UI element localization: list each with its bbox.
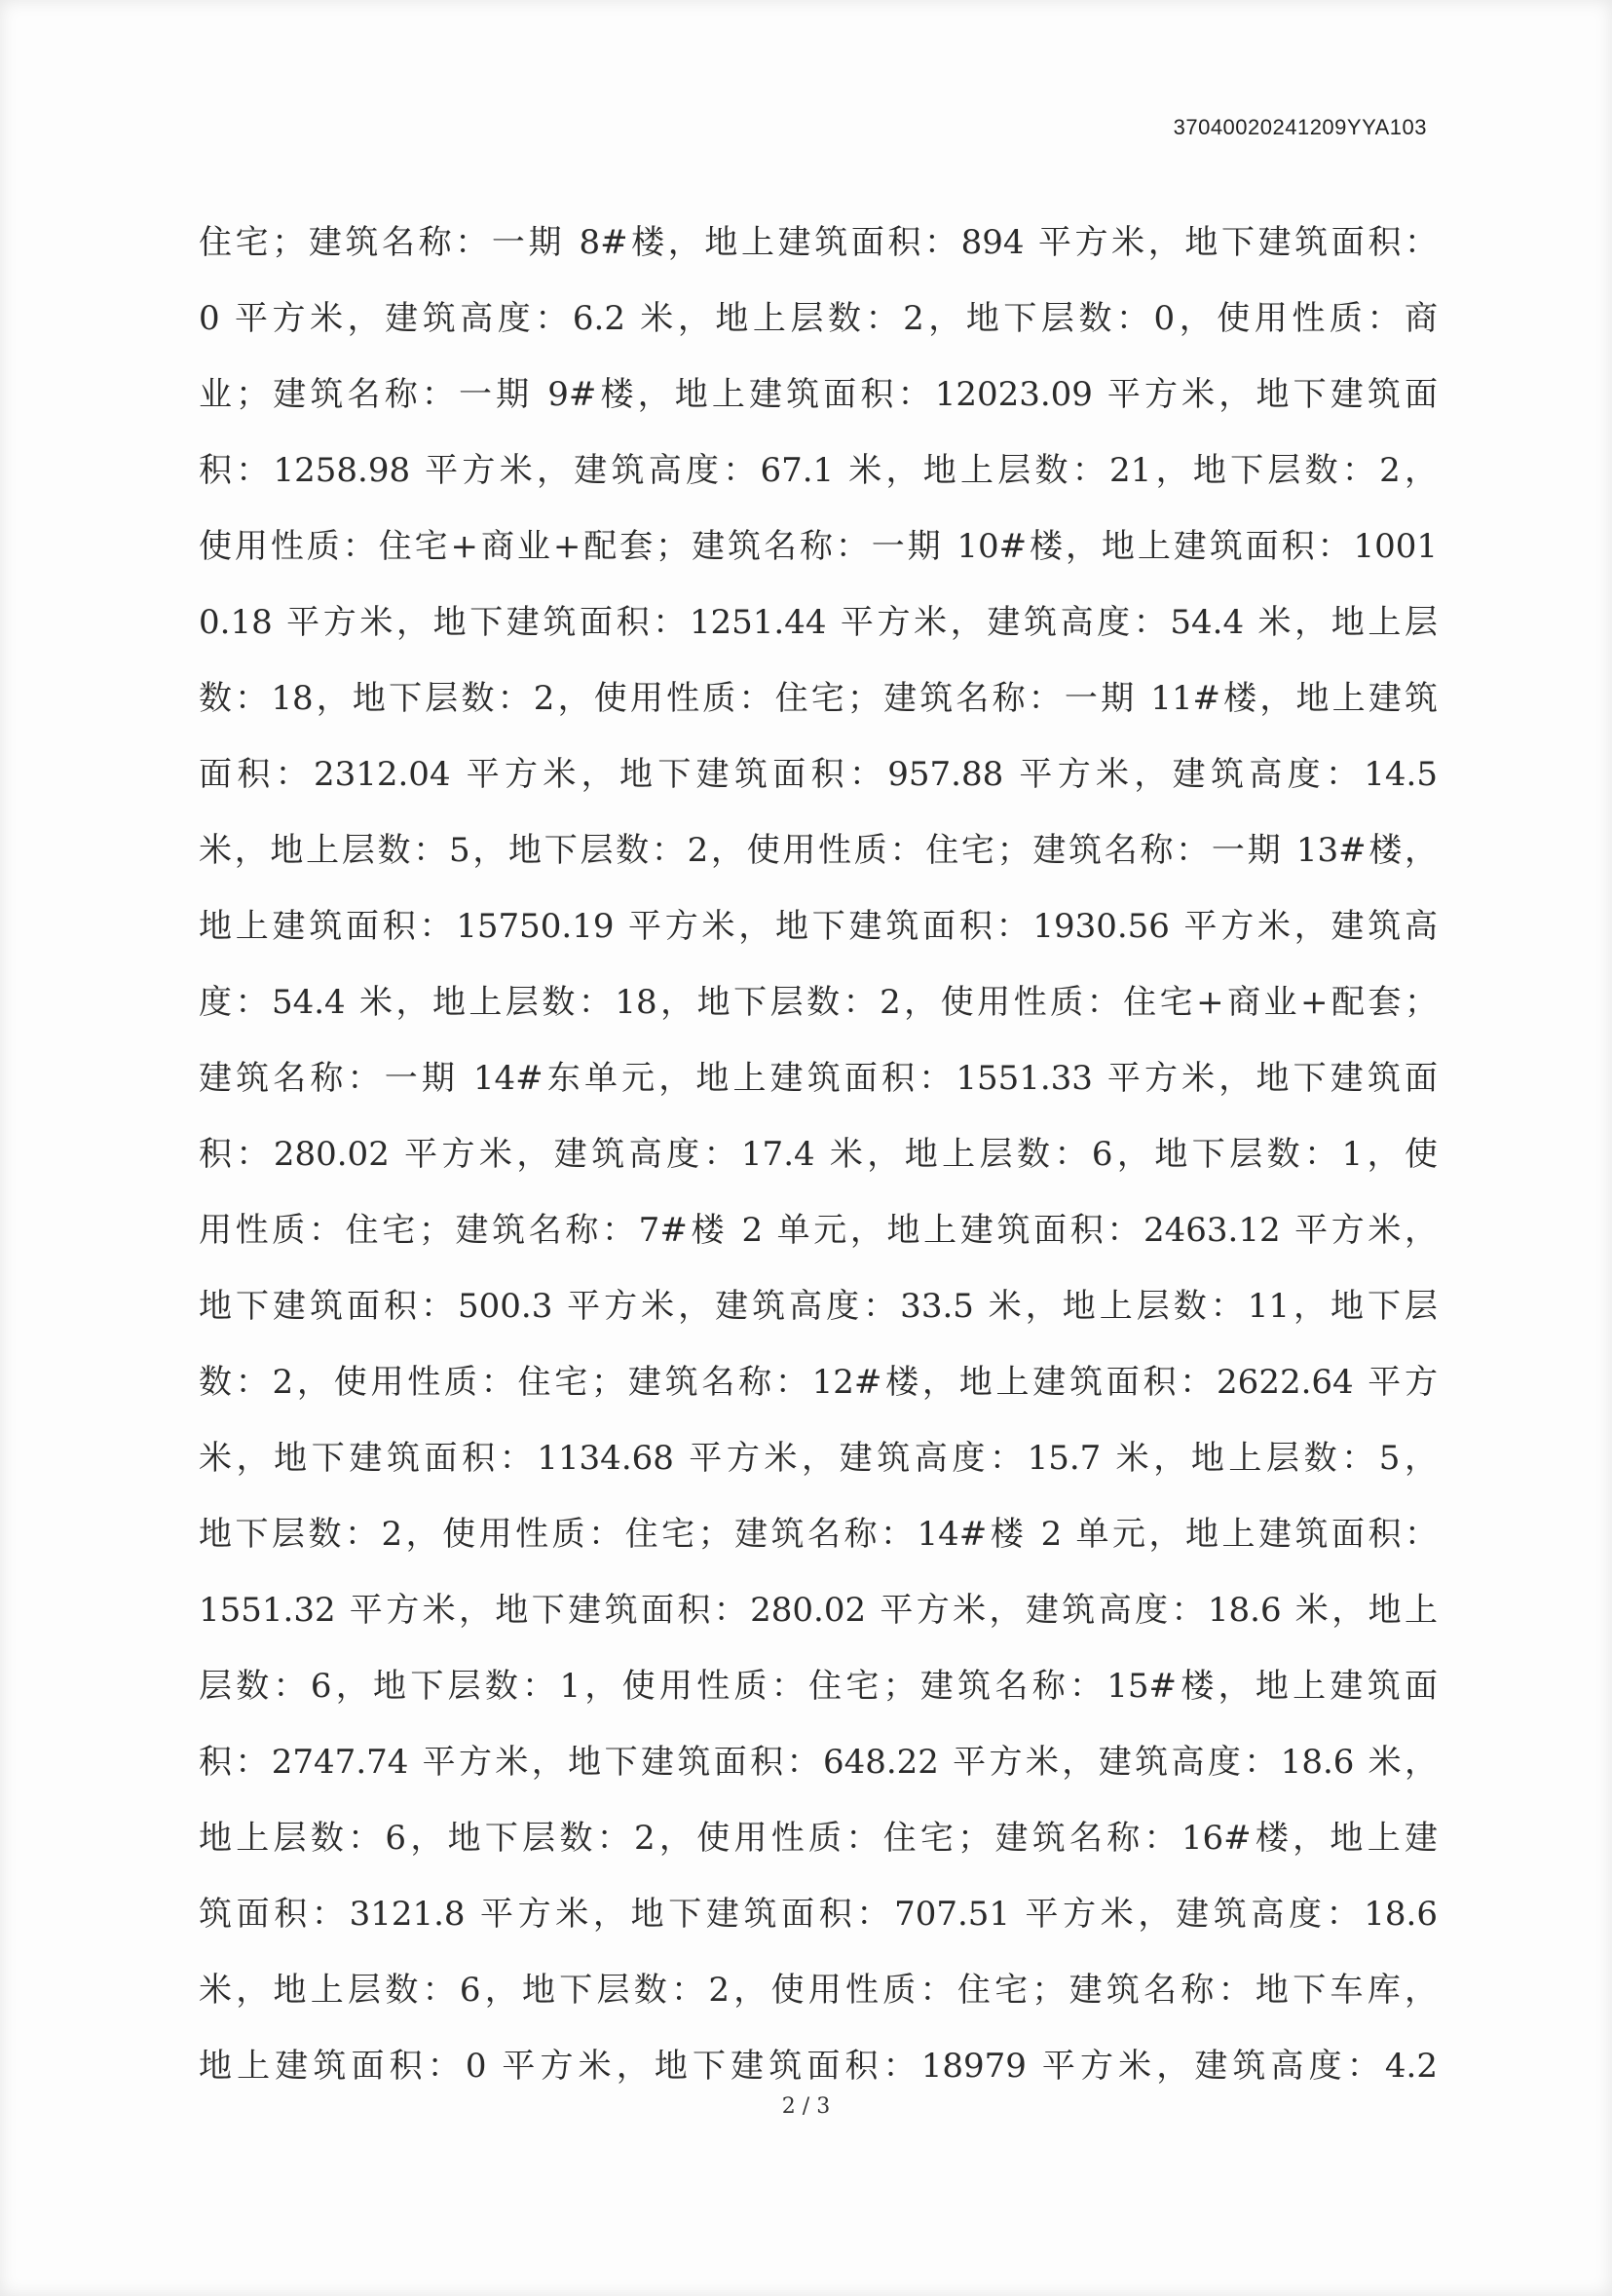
text-line: 业；建筑名称：一期 9#楼，地上建筑面积：12023.09 平方米，地下建筑面 [199,375,1438,414]
text-line: 面积：2312.04 平方米，地下建筑面积：957.88 平方米，建筑高度：14.5 [199,755,1438,794]
text-line: 0 平方米，建筑高度：6.2 米，地上层数：2，地下层数：0，使用性质：商 [199,299,1438,338]
text-line: 度：54.4 米，地上层数：18，地下层数：2，使用性质：住宅+商业+配套； [199,983,1438,1022]
document-code: 37040020241209YYA103 [1173,115,1427,139]
text-line: 使用性质：住宅+商业+配套；建筑名称：一期 10#楼，地上建筑面积：1001 [199,527,1438,566]
page-number: 2 / 3 [781,2094,831,2119]
text-line: 米，地下建筑面积：1134.68 平方米，建筑高度：15.7 米，地上层数：5， [199,1439,1438,1478]
text-line: 地下层数：2，使用性质：住宅；建筑名称：14#楼 2 单元，地上建筑面积： [199,1515,1438,1554]
text-line: 地下建筑面积：500.3 平方米，建筑高度：33.5 米，地上层数：11，地下层 [199,1287,1438,1326]
text-line: 数：2，使用性质：住宅；建筑名称：12#楼，地上建筑面积：2622.64 平方 [199,1363,1438,1402]
text-line: 住宅；建筑名称：一期 8#楼，地上建筑面积：894 平方米，地下建筑面积： [199,223,1438,262]
text-line: 米，地上层数：6，地下层数：2，使用性质：住宅；建筑名称：地下车库， [199,1971,1438,2010]
text-line: 1551.32 平方米，地下建筑面积：280.02 平方米，建筑高度：18.6 米，地上 [199,1591,1438,1630]
text-line: 地上建筑面积：15750.19 平方米，地下建筑面积：1930.56 平方米，建筑高 [199,907,1438,946]
text-line: 米，地上层数：5，地下层数：2，使用性质：住宅；建筑名称：一期 13#楼， [199,831,1438,870]
text-line: 积：1258.98 平方米，建筑高度：67.1 米，地上层数：21，地下层数：2， [199,451,1438,490]
text-line: 层数：6，地下层数：1，使用性质：住宅；建筑名称：15#楼，地上建筑面 [199,1667,1438,1706]
text-line: 筑面积：3121.8 平方米，地下建筑面积：707.51 平方米，建筑高度：18.6 [199,1895,1438,1934]
text-line: 建筑名称：一期 14#东单元，地上建筑面积：1551.33 平方米，地下建筑面 [199,1059,1438,1098]
text-line: 地上层数：6，地下层数：2，使用性质：住宅；建筑名称：16#楼，地上建 [199,1819,1438,1858]
text-line: 地上建筑面积：0 平方米，地下建筑面积：18979 平方米，建筑高度：4.2 [199,2047,1438,2086]
text-line: 积：280.02 平方米，建筑高度：17.4 米，地上层数：6，地下层数：1，使 [199,1135,1438,1174]
body-text [199,205,1438,2104]
text-line: 0.18 平方米，地下建筑面积：1251.44 平方米，建筑高度：54.4 米，地上层 [199,603,1438,642]
text-line: 数：18，地下层数：2，使用性质：住宅；建筑名称：一期 11#楼，地上建筑 [199,679,1438,718]
text-line: 用性质：住宅；建筑名称：7#楼 2 单元，地上建筑面积：2463.12 平方米， [199,1211,1438,1250]
text-line: 积：2747.74 平方米，地下建筑面积：648.22 平方米，建筑高度：18.6 米， [199,1743,1438,1782]
